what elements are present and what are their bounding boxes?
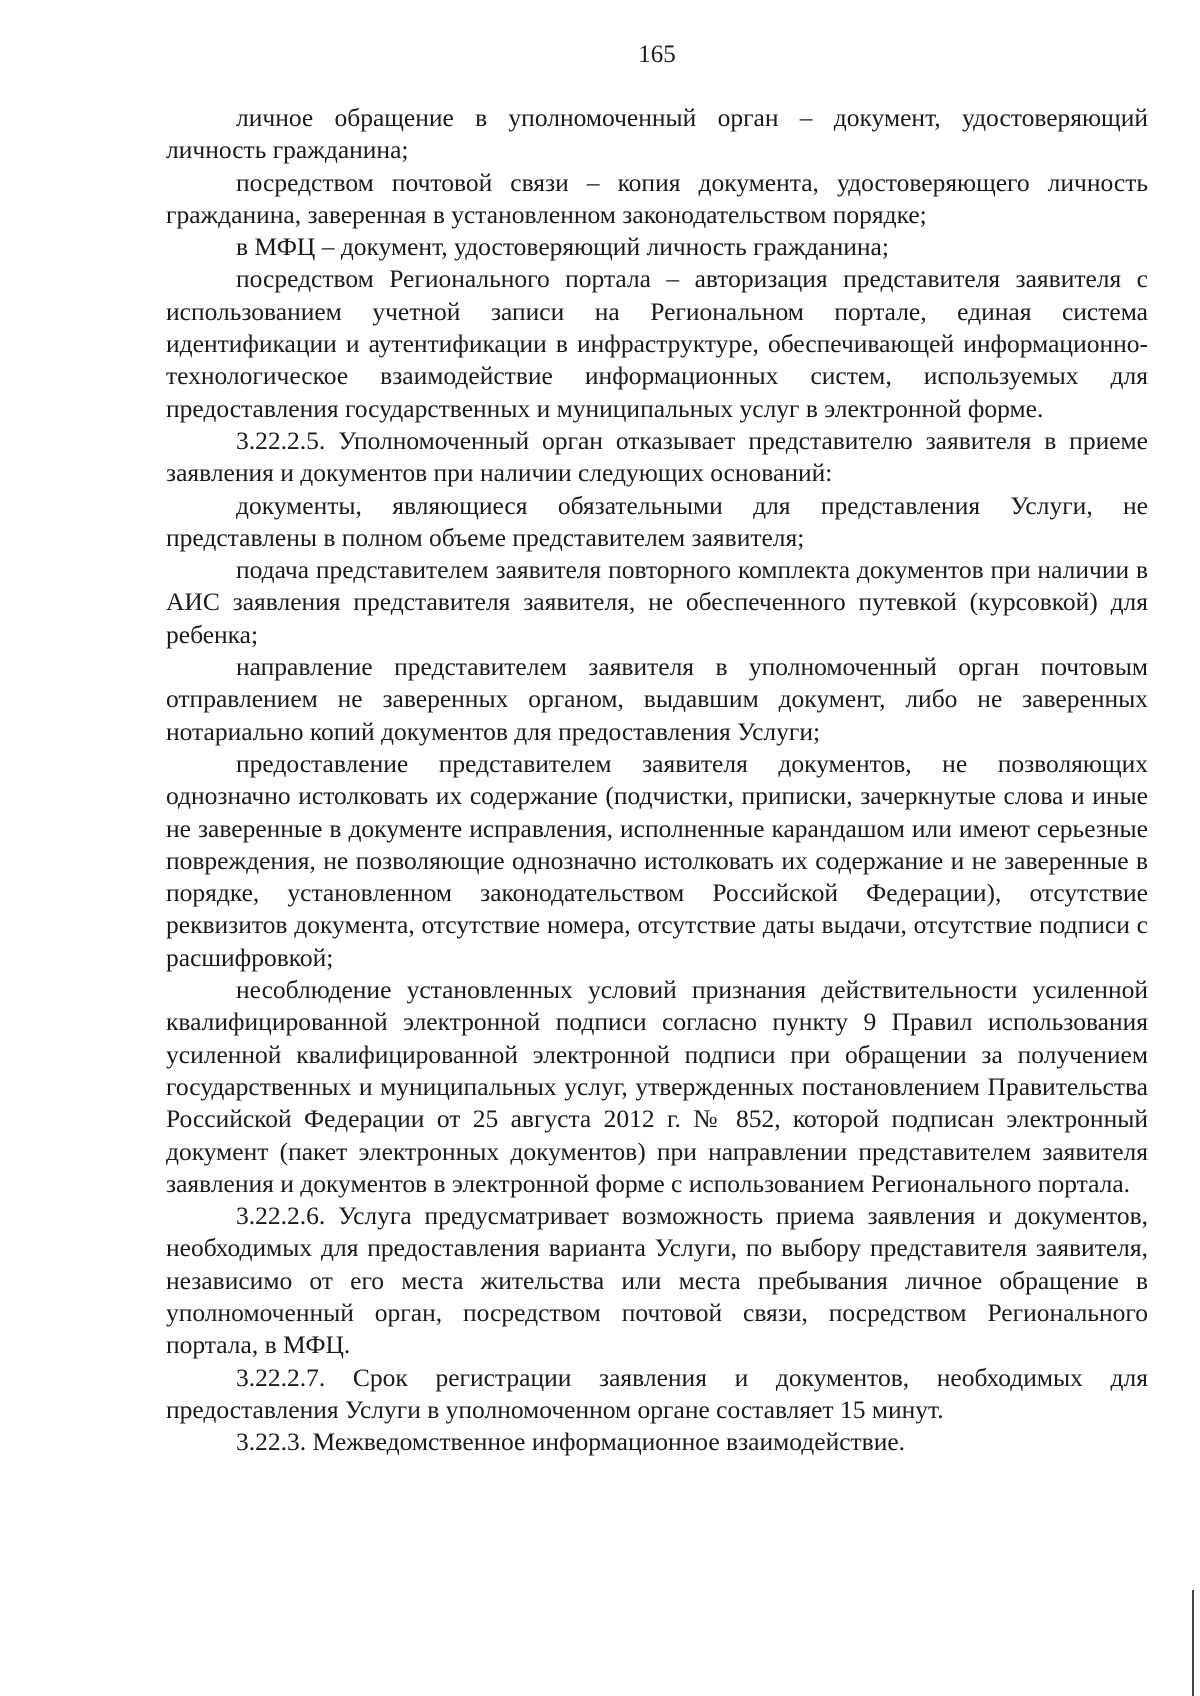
paragraph: документы, являющиеся обязательными для представления Услуги, не представлены в полном объеме представителем заявителя; (166, 490, 1148, 552)
paragraph: подача представителем заявителя повторного комплекта документов при наличии в АИС заявления представителя заявителя, не обеспеченного путевкой (курсовкой) для ребенка; (166, 555, 1148, 649)
paragraph: направление представителем заявителя в уполномоченный орган почтовым отправлением не заверенных органом, выдавшим документ, либо не заверенных нотариально копий документов для предоставления Услуги; (166, 652, 1148, 746)
scan-edge-mark (1192, 1590, 1194, 1696)
paragraph: посредством Регионального портала – авторизация представителя заявителя с использованием учетной записи на Региональном портале, единая система идентификации и аутентификации в инфраструктуре, обеспечивающей информационно-технологическое взаимодействие информационных систем, используемых для предоставления государственных и муниципальных услуг в электронной форме. (166, 264, 1148, 423)
paragraph: 3.22.2.5. Уполномоченный орган отказывает представителю заявителя в приеме заявления и документов при наличии следующих оснований: (166, 425, 1148, 488)
paragraph: предоставление представителем заявителя документов, не позволяющих однозначно истолковать их содержание (подчистки, приписки, зачеркнутые слова и иные не заверенные в документе исправления, исполненные карандашом или имеют серьезные повреждения, не позволяющие однозначно истолковать их содержание и не заверенные в порядке, установленном законодательством Российской Федерации), отсутствие реквизитов документа, отсутствие номера, отсутствие даты выдачи, отсутствие подписи с расшифровкой; (166, 748, 1148, 972)
paragraph: в МФЦ – документ, удостоверяющий личность гражданина; (236, 232, 889, 262)
paragraph: личное обращение в уполномоченный орган – документ, удостоверяющий личность гражданина; (166, 103, 1148, 165)
page-number: 165 (638, 41, 676, 68)
paragraph: несоблюдение установленных условий признания действительности усиленной квалифицированной электронной подписи согласно пункту 9 Правил использования усиленной квалифицированной электронной подписи при обращении за получением государственных и муниципальных услуг, утвержденных постановлением Правительства Российской Федерации от 25 августа 2012 г. № 852, которой подписан электронный документ (пакет электронных документов) при направлении представителем заявителя заявления и документов в электронной форме с использованием Регионального портала. (166, 975, 1148, 1198)
paragraph: 3.22.2.6. Услуга предусматривает возможность приема заявления и документов, необходимых для предоставления варианта Услуги, по выбору представителя заявителя, независимо от его места жительства или места пребывания личное обращение в уполномоченный орган, посредством почтовой связи, посредством Регионального портала, в МФЦ. (166, 1201, 1148, 1360)
document-body (166, 102, 1148, 1458)
paragraph: 3.22.2.7. Срок регистрации заявления и документов, необходимых для предоставления Услуги в уполномоченном органе составляет 15 минут. (166, 1362, 1148, 1424)
paragraph: 3.22.3. Межведомственное информационное взаимодействие. (236, 1427, 906, 1457)
paragraph: посредством почтовой связи – копия документа, удостоверяющего личность гражданина, заверенная в установленном законодательством порядке; (166, 167, 1148, 229)
